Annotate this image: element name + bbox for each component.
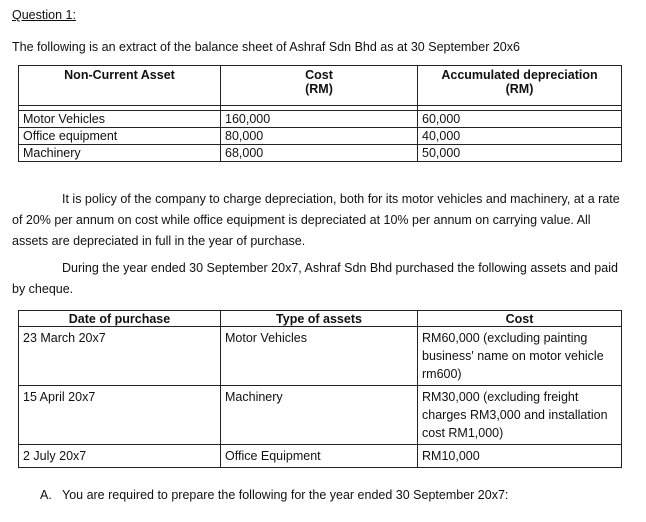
asset-cell: Machinery [19, 145, 221, 162]
table-row [19, 445, 622, 468]
cost-cell: 80,000 [221, 128, 418, 145]
date-cell: 23 March 20x7 [19, 327, 221, 386]
intro-text: The following is an extract of the balance sheet of Ashraf Sdn Bhd as at 30 September 20x6 [12, 40, 520, 54]
header-cost: Cost [418, 311, 622, 327]
asset-cell: Motor Vehicles [19, 111, 221, 128]
cost-cell: 68,000 [221, 145, 418, 162]
table-row [19, 145, 622, 162]
purchase-header-row [19, 311, 622, 327]
cost-cell: RM10,000 [418, 445, 622, 468]
instruction-a [40, 488, 508, 502]
header-date-of-purchase: Date of purchase [19, 311, 221, 327]
table-row [19, 111, 622, 128]
table-row [19, 128, 622, 145]
balance-header-row [19, 66, 622, 106]
cost-cell: RM30,000 (excluding freight charges RM3,000 and installation cost RM1,000) [418, 386, 622, 445]
acc-dep-cell: 50,000 [418, 145, 622, 162]
type-cell: Motor Vehicles [221, 327, 418, 386]
header-non-current-asset: Non-Current Asset [19, 66, 221, 106]
type-cell: Office Equipment [221, 445, 418, 468]
type-cell: Machinery [221, 386, 418, 445]
instruction-label: A. [40, 488, 52, 502]
question-title: Question 1: [12, 8, 76, 22]
acc-dep-cell: 40,000 [418, 128, 622, 145]
cost-cell: 160,000 [221, 111, 418, 128]
acc-dep-cell: 60,000 [418, 111, 622, 128]
asset-cell: Office equipment [19, 128, 221, 145]
table-row [19, 386, 622, 445]
depreciation-policy-paragraph: It is policy of the company to charge depreciation, both for its motor vehicles and machinery, at a rate of 20% per annum on cost while office equipment is depreciated at 10% per annum on carrying value. All assets are depreciated in full in the year of purchase. [12, 192, 620, 248]
purchase-paragraph: During the year ended 30 September 20x7, Ashraf Sdn Bhd purchased the following assets and paid by cheque. [12, 261, 618, 296]
date-cell: 15 April 20x7 [19, 386, 221, 445]
header-cost: Cost (RM) [221, 66, 418, 106]
balance-sheet-table [18, 65, 622, 162]
header-accumulated-depreciation: Accumulated depreciation (RM) [418, 66, 622, 106]
date-cell: 2 July 20x7 [19, 445, 221, 468]
header-type-of-assets: Type of assets [221, 311, 418, 327]
cost-cell: RM60,000 (excluding painting business' name on motor vehicle rm600) [418, 327, 622, 386]
table-row [19, 327, 622, 386]
purchases-table [18, 310, 622, 468]
instruction-text: You are required to prepare the following for the year ended 30 September 20x7: [62, 488, 509, 502]
